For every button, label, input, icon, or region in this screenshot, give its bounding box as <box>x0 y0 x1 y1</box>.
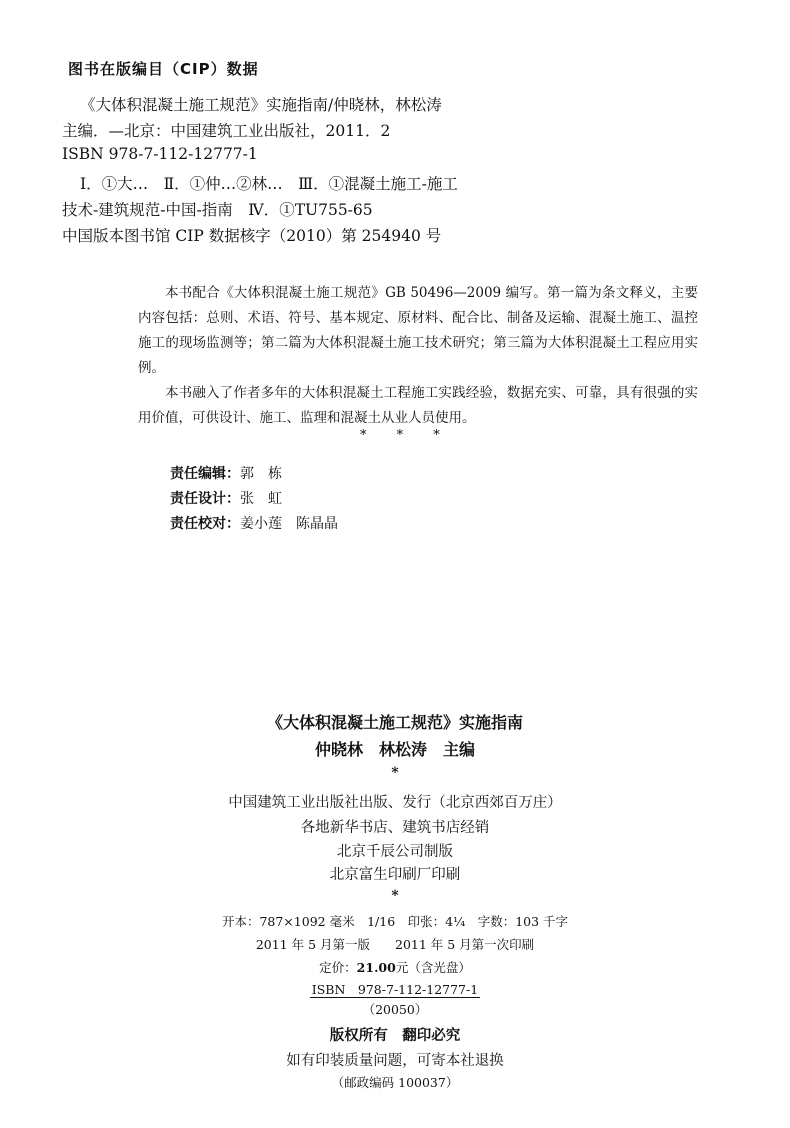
imprint-code: （20050） <box>362 1002 428 1017</box>
imprint-printing: 北京富生印刷厂印刷 <box>329 867 461 883</box>
staff-designer-name: 张 虹 <box>240 491 282 507</box>
price-value: 21.00 <box>356 960 396 975</box>
imprint-publisher: 中国建筑工业出版社出版、发行（北京西郊百万庄） <box>228 795 562 811</box>
imprint-isbn <box>0 980 790 998</box>
price-label: 定价： <box>319 960 357 975</box>
imprint-edition: 2011 年 5 月第一版 2011 年 5 月第一次印刷 <box>255 937 535 952</box>
imprint-title: 《大体积混凝土施工规范》实施指南 <box>266 713 523 732</box>
staff-proofreader-name: 姜小莲 陈晶晶 <box>240 516 338 532</box>
summary-paragraph-2: 本书融入了作者多年的大体积混凝土工程施工实践经验，数据充实、可靠，具有很强的实用价值，可供设计、施工、监理和混凝土从业人员使用。 <box>138 385 698 426</box>
staff-designer <box>170 488 282 508</box>
imprint-rights: 版权所有 翻印必究 <box>329 1028 461 1044</box>
imprint-editors: 仲晓林 林松涛 主编 <box>314 740 475 759</box>
imprint-typesetting: 北京千辰公司制版 <box>337 844 453 860</box>
isbn-text: ISBN 978-7-112-12777-1 <box>311 982 479 997</box>
imprint-return-policy: 如有印装质量问题，可寄本社退换 <box>286 1053 504 1069</box>
imprint-format: 开本：787×1092 毫米 1/16 印张：4¼ 字数：103 千字 <box>221 914 569 929</box>
imprint-star-2: * <box>391 888 399 904</box>
cip-line-3: ISBN 978-7-112-12777-1 <box>62 145 258 163</box>
cip-line-6: 中国版本图书馆 CIP 数据核字（2010）第 254940 号 <box>62 227 442 245</box>
book-summary <box>138 281 698 431</box>
cip-line-2: 主编．—北京：中国建筑工业出版社，2011．2 <box>62 122 391 140</box>
imprint-price <box>0 958 790 976</box>
staff-proofreader-label: 责任校对： <box>170 516 240 532</box>
staff-editor <box>170 463 282 483</box>
price-suffix: 元（含光盘） <box>395 960 471 975</box>
cip-line-4: Ⅰ．①大… Ⅱ．①仲…②林… Ⅲ．①混凝土施工-施工 <box>80 175 458 193</box>
staff-editor-label: 责任编辑： <box>170 466 240 482</box>
imprint-postcode: （邮政编码 100037） <box>331 1075 459 1090</box>
separator-stars: * * * <box>360 428 440 443</box>
cip-title: 图书在版编目（CIP）数据 <box>68 60 259 78</box>
staff-editor-name: 郭 栋 <box>240 466 282 482</box>
cip-line-1: 《大体积混凝土施工规范》实施指南/仲晓林，林松涛 <box>80 96 442 114</box>
staff-designer-label: 责任设计： <box>170 491 240 507</box>
imprint-star-1: * <box>391 765 399 781</box>
cip-line-5: 技术-建筑规范-中国-指南 Ⅳ．①TU755-65 <box>62 201 373 219</box>
staff-proofreader <box>170 513 338 533</box>
summary-paragraph-1: 本书配合《大体积混凝土施工规范》GB 50496—2009 编写。第一篇为条文释义，主要内容包括：总则、术语、符号、基本规定、原材料、配合比、制备及运输、混凝土施工、温控施工的现场监测等；第二篇为大体积混凝土施工技术研究；第三篇为大体积混凝土工程应用实例。 <box>138 285 698 376</box>
imprint-distribution: 各地新华书店、建筑书店经销 <box>300 820 490 836</box>
